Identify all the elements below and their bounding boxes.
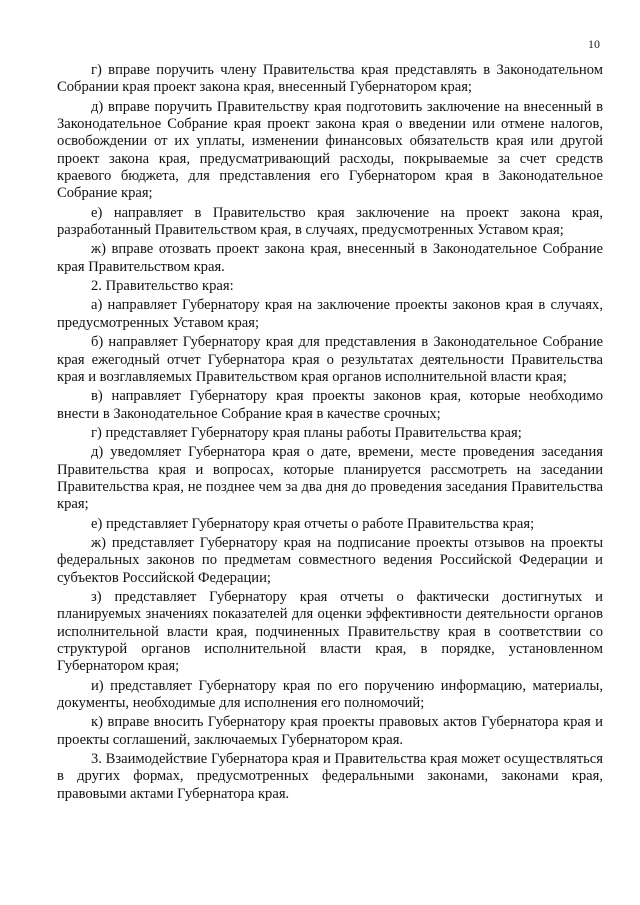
- paragraph: г) представляет Губернатору края планы работы Правительства края;: [91, 424, 522, 441]
- paragraph: г) вправе поручить члену Правительства края представлять в Законодательном Собрании края проект закона края, внесенный Губернатором края;: [57, 62, 603, 96]
- paragraph: е) направляет в Правительство края заключение на проект закона края, разработанный Правительством края, в случаях, предусмотренных Уставом края;: [57, 204, 603, 239]
- paragraph: е) представляет Губернатору края отчеты о работе Правительства края;: [91, 515, 535, 532]
- paragraph: ж) вправе отозвать проект закона края, внесенный в Законодательное Собрание края Правительством края.: [57, 241, 603, 275]
- section-heading: 2. Правительство края:: [91, 278, 234, 295]
- paragraph: и) представляет Губернатору края по его поручению информацию, материалы, документы, необходимые для исполнения его полномочий;: [57, 677, 603, 712]
- page-number: 10: [588, 37, 600, 51]
- paragraph: з) представляет Губернатору края отчеты о фактически достигнутых и планируемых значениях показателей для оценки эффективности деятельности органов исполнительной власти края, подчиненных Правительству края в соответствии со структурой органов исполнительной власти края, в порядке, установленном Губернатором края;: [57, 588, 603, 675]
- paragraph: д) уведомляет Губернатора края о дате, времени, месте проведения заседания Правительства края и вопросах, которые планируется рассмотреть на заседании Правительства края, не позднее чем за два дня до проведения заседания Правительства края;: [57, 444, 603, 513]
- paragraph: а) направляет Губернатору края на заключение проекты законов края в случаях, предусмотренных Уставом края;: [57, 297, 603, 331]
- paragraph: ж) представляет Губернатору края на подписание проекты отзывов на проекты федеральных законов по предметам совместного ведения Российской Федерации и субъектов Российской Федерации;: [57, 534, 603, 586]
- document-body: [57, 62, 603, 803]
- paragraph: б) направляет Губернатору края для представления в Законодательное Собрание края ежегодный отчет Губернатора края о результатах деятельности Правительства края и возглавляемых Правительством края органов исполнительной власти края;: [57, 334, 603, 385]
- paragraph: д) вправе поручить Правительству края подготовить заключение на внесенный в Законодательное Собрание края проект закона края о введении или отмене налогов, освобождении от их уплаты, изменении финансовых обязательств края или другой проект закона края, предусматривающий расходы, покрываемые за счет средств краевого бюджета, для представления его Губернатором края в Законодательное Собрание края;: [57, 98, 603, 202]
- paragraph: 3. Взаимодействие Губернатора края и Правительства края может осуществляться в других формах, предусмотренных федеральными законами, законами края, правовыми актами Губернатора края.: [57, 751, 603, 802]
- paragraph: к) вправе вносить Губернатору края проекты правовых актов Губернатора края и проекты соглашений, заключаемых Губернатором края.: [57, 714, 603, 748]
- paragraph: в) направляет Губернатору края проекты законов края, которые необходимо внести в Законодательное Собрание края в качестве срочных;: [57, 388, 603, 422]
